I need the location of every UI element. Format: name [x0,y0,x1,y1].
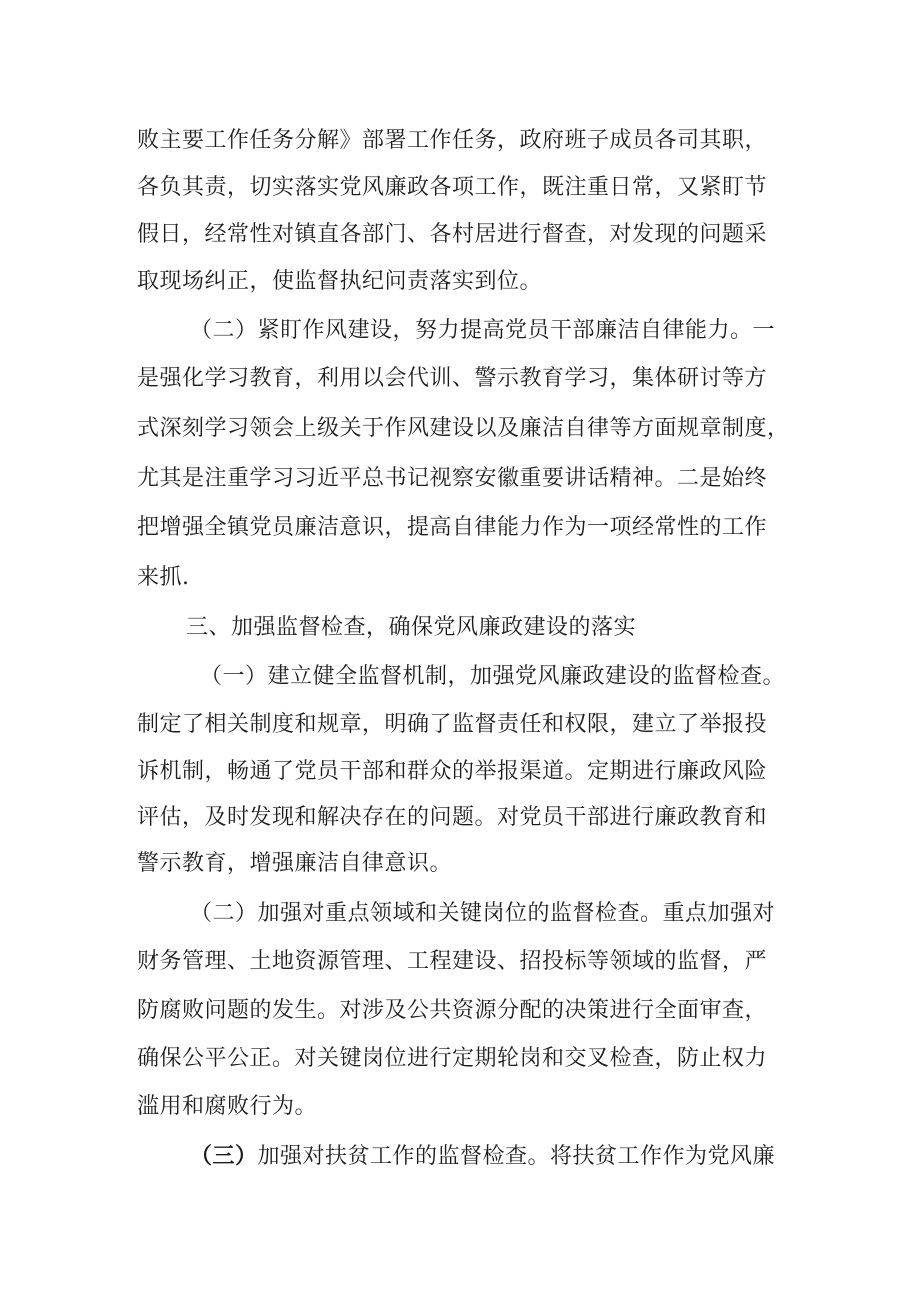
text-line: 取现场纠正，使监督执纪问责落实到位。 [137,269,543,294]
text-line: 把增强全镇党员廉洁意识，提高自律能力作为一项经常性的工作 [137,515,768,540]
text-line: 式深刻学习领会上级关于作风建设以及廉洁自律等方面规章制度， [137,416,790,441]
paragraph-heading-line: （二）紧盯作风建设，努力提高党员干部廉洁自律能力。一 [190,318,776,343]
text-line: 尤其是注重学习习近平总书记视察安徽重要讲话精神。二是始终 [137,466,768,491]
text-line: 制定了相关制度和规章，明确了监督责任和权限，建立了举报投 [137,712,768,737]
text-line: 各负其责，切实落实党风廉政各项工作，既注重日常，又紧盯节 [137,175,768,200]
paragraph-heading-line: （一）建立健全监督机制，加强党风廉政建设的监督检查。 [200,664,786,689]
text-line: 诉机制，畅通了党员干部和群众的举报渠道。定期进行廉政风险 [137,759,768,784]
text-line: 评估，及时发现和解决存在的问题。对党员干部进行廉政教育和 [137,805,768,830]
paragraph-text: 加强对扶贫工作的监督检查。将扶贫工作作为党风廉 [257,1144,776,1169]
text-line: 来抓. [137,565,190,590]
text-line: 滥用和腐败行为。 [137,1094,318,1119]
text-line: 败主要工作任务分解》部署工作任务，政府班子成员各司其职， [137,128,768,153]
paragraph-number: （三） [190,1143,258,1169]
section-heading: 三、加强监督检查，确保党风廉政建设的落实 [186,615,637,640]
text-line: 假日，经常性对镇直各部门、各村居进行督查，对发现的问题采 [137,222,768,247]
text-line: 财务管理、土地资源管理、工程建设、招投标等领域的监督，严 [137,949,768,974]
text-line: 防腐败问题的发生。对涉及公共资源分配的决策进行全面审查， [137,998,768,1023]
text-line: 警示教育，增强廉洁自律意识。 [137,851,453,876]
paragraph-heading-line: （二）加强对重点领域和关键岗位的监督检查。重点加强对 [190,901,776,926]
paragraph-heading-line [190,1142,775,1170]
text-line: 确保公平公正。对关键岗位进行定期轮岗和交叉检查，防止权力 [137,1046,768,1071]
text-line: 是强化学习教育，利用以会代训、警示教育学习，集体研讨等方 [137,366,768,391]
